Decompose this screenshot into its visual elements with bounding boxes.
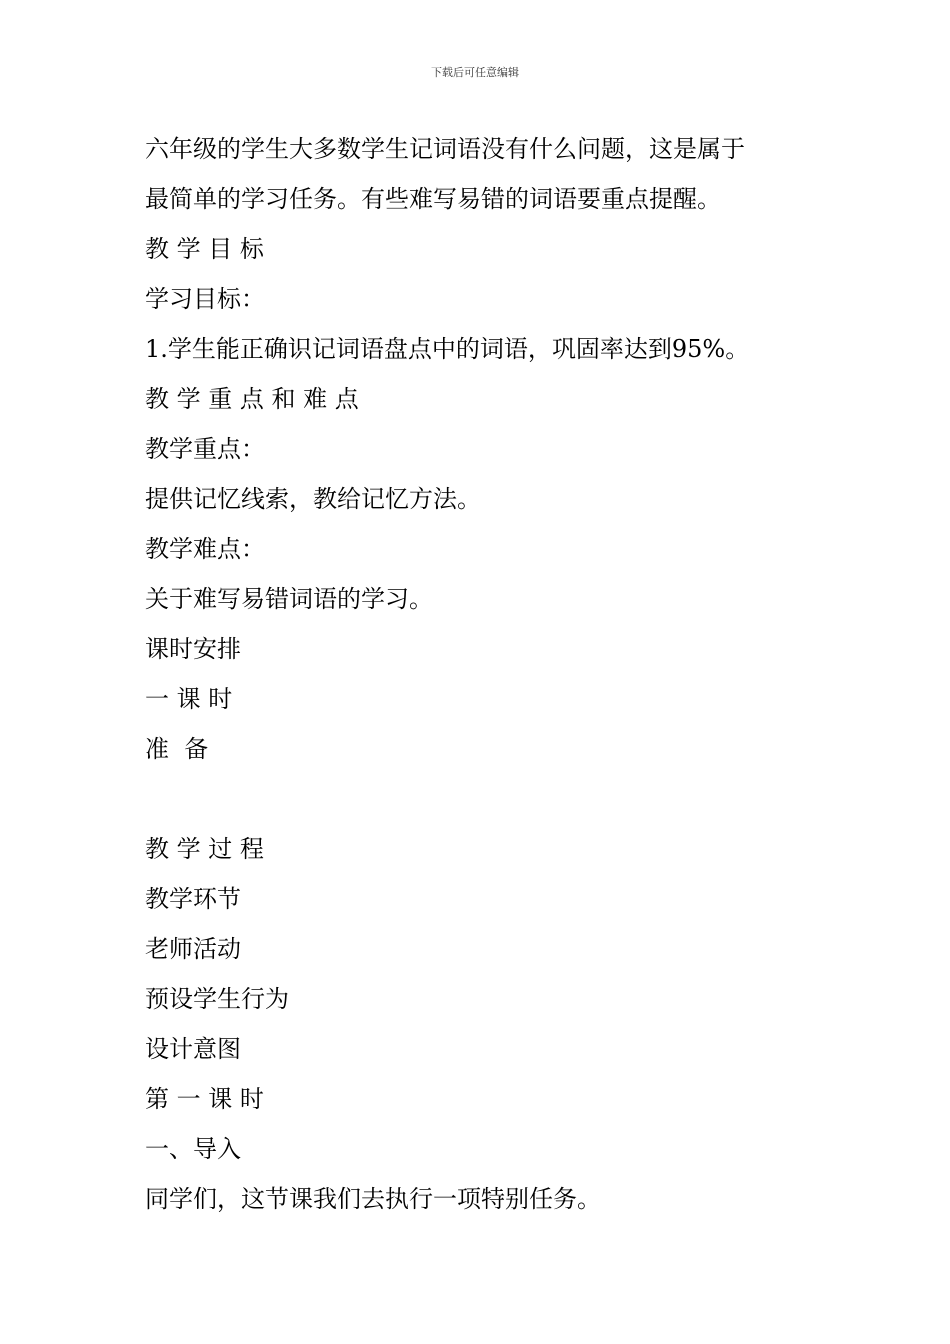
difficult-points-text: 关于难写易错词语的学习。 xyxy=(145,585,433,613)
preparation-heading: 准 备 xyxy=(145,735,209,763)
page-header-note: 下载后可任意编辑 xyxy=(431,66,519,79)
key-points-text: 提供记忆线索，教给记忆方法。 xyxy=(145,485,481,513)
learning-goal-item-1: 1.学生能正确识记词语盘点中的词语，巩固率达到95%。 xyxy=(145,335,750,363)
heading-teaching-goals: 教 学 目 标 xyxy=(145,235,264,263)
heading-teaching-process: 教 学 过 程 xyxy=(145,835,264,863)
lesson-period-heading: 第 一 课 时 xyxy=(145,1085,264,1113)
intro-paragraph-line-2: 最简单的学习任务。有些难写易错的词语要重点提醒。 xyxy=(145,185,721,213)
key-points-label: 教学重点： xyxy=(145,435,265,463)
introduction-text: 同学们，这节课我们去执行一项特别任务。 xyxy=(145,1185,601,1213)
schedule-value: 一 课 时 xyxy=(145,685,233,713)
learning-goals-label: 学习目标： xyxy=(145,285,265,313)
blank-line xyxy=(145,774,825,824)
heading-key-and-difficult-points: 教 学 重 点 和 难 点 xyxy=(145,385,359,413)
document-body xyxy=(145,124,825,1224)
schedule-label: 课时安排 xyxy=(145,635,241,663)
column-teaching-step: 教学环节 xyxy=(145,885,241,913)
difficult-points-label: 教学难点： xyxy=(145,535,265,563)
intro-paragraph-line-1: 六年级的学生大多数学生记词语没有什么问题，这是属于 xyxy=(145,135,745,163)
column-design-intent: 设计意图 xyxy=(145,1035,241,1063)
column-student-behavior: 预设学生行为 xyxy=(145,985,289,1013)
section-introduction-heading: 一、导入 xyxy=(145,1135,241,1163)
column-teacher-activity: 老师活动 xyxy=(145,935,241,963)
